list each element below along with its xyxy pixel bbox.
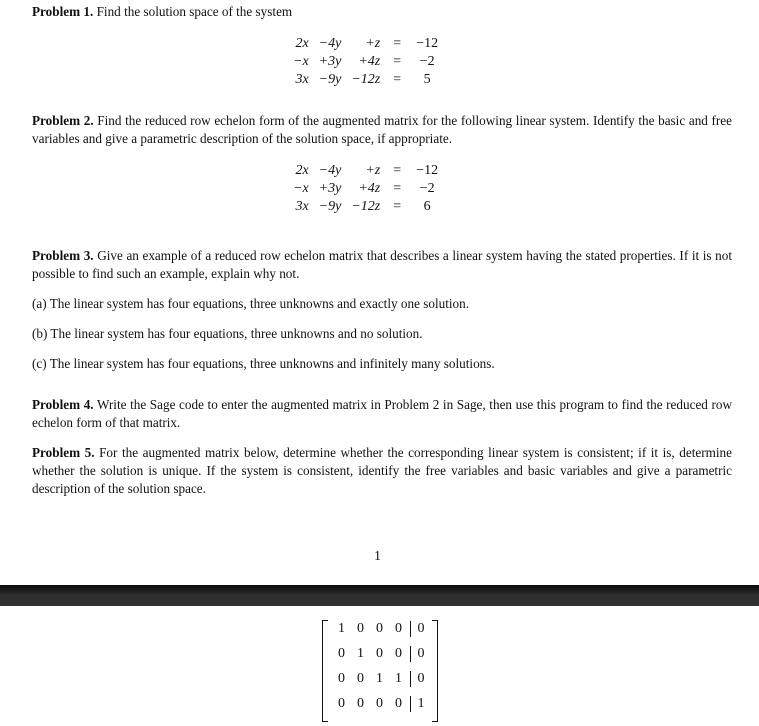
problem-3-part-a: (a) The linear system has four equations, three unknowns and exactly one solution. — [32, 296, 470, 311]
cell: 0 — [357, 621, 364, 636]
equation-system-1 — [288, 35, 445, 89]
term: −12z — [351, 199, 381, 214]
cell: 0 — [395, 696, 402, 711]
cell: 0 — [410, 646, 431, 662]
equals: = — [393, 36, 402, 51]
page-separator — [0, 585, 759, 606]
term: +4z — [358, 181, 381, 196]
cell: 0 — [338, 696, 345, 711]
equation-row — [288, 53, 445, 71]
term: 2x — [295, 36, 309, 51]
cell: 0 — [410, 621, 431, 637]
problem-2 — [32, 112, 732, 148]
matrix-row — [332, 646, 431, 662]
equation-row — [288, 162, 445, 180]
cell: 0 — [357, 696, 364, 711]
matrix-row — [332, 621, 431, 637]
cell: 0 — [338, 671, 345, 686]
augmented-matrix — [322, 620, 438, 722]
term: +3y — [318, 54, 342, 69]
problem-text: Give an example of a reduced row echelon matrix that describes a linear system having the stated properties. If it is not possible to find such an example, explain why not. — [32, 248, 732, 281]
term: +z — [365, 163, 381, 178]
term: −x — [293, 54, 309, 69]
cell: 0 — [410, 671, 431, 687]
equals: = — [393, 199, 402, 214]
equals: = — [393, 54, 402, 69]
equation-row — [288, 35, 445, 53]
problem-3 — [32, 247, 732, 283]
problem-label: Problem 5. — [32, 445, 95, 460]
cell: 1 — [376, 671, 383, 686]
term: −12z — [351, 72, 381, 87]
cell: 0 — [395, 646, 402, 661]
cell: 0 — [376, 646, 383, 661]
term: 3x — [295, 199, 309, 214]
rhs: −12 — [416, 163, 439, 178]
problem-label: Problem 2. — [32, 113, 94, 128]
rhs: −12 — [416, 36, 439, 51]
term: +z — [365, 36, 381, 51]
right-bracket — [432, 620, 438, 722]
problem-label: Problem 1. — [32, 4, 94, 19]
cell: 1 — [395, 671, 402, 686]
equals: = — [393, 181, 402, 196]
rhs: 5 — [423, 72, 431, 87]
term: +3y — [318, 181, 342, 196]
rhs: −2 — [419, 54, 435, 69]
problem-text: For the augmented matrix below, determine whether the corresponding linear system is consistent; if it is, determine whether the solution is unique. If the system is consistent, identify the free variables and basic variables and give a parametric description of the solution space. — [32, 445, 733, 496]
term: −4y — [318, 163, 342, 178]
cell: 1 — [338, 621, 345, 636]
equals: = — [393, 72, 402, 87]
cell: 0 — [338, 646, 345, 661]
cell: 0 — [376, 621, 383, 636]
equation-row — [288, 198, 445, 216]
equation-row — [288, 180, 445, 198]
term: −4y — [318, 36, 342, 51]
term: +4z — [358, 54, 381, 69]
problem-text: Find the reduced row echelon form of the augmented matrix for the following linear system. Identify the basic and free variables and give a parametric description of the solution space, if appropriate. — [32, 113, 732, 146]
matrix-row — [332, 671, 431, 687]
rhs: −2 — [419, 181, 435, 196]
equation-row — [288, 71, 445, 89]
problem-label: Problem 4. — [32, 397, 94, 412]
problem-text: Write the Sage code to enter the augmented matrix in Problem 2 in Sage, then use this program to find the reduced row echelon form of that matrix. — [32, 397, 733, 430]
problem-3-part-b: (b) The linear system has four equations, three unknowns and no solution. — [32, 326, 423, 341]
left-bracket — [322, 620, 328, 722]
equation-system-2 — [288, 162, 445, 216]
term: −9y — [318, 199, 342, 214]
term: −x — [293, 181, 309, 196]
cell: 0 — [376, 696, 383, 711]
problem-3-part-c: (c) The linear system has four equations, three unknowns and infinitely many solutions. — [32, 356, 495, 371]
problem-5 — [32, 444, 732, 498]
term: −9y — [318, 72, 342, 87]
cell: 0 — [395, 621, 402, 636]
problem-4 — [32, 396, 732, 432]
page-number: 1 — [374, 549, 381, 564]
equals: = — [393, 163, 402, 178]
cell: 1 — [410, 696, 431, 712]
term: 2x — [295, 163, 309, 178]
cell: 0 — [357, 671, 364, 686]
matrix-row — [332, 696, 431, 712]
problem-text: Find the solution space of the system — [96, 4, 293, 19]
term: 3x — [295, 72, 309, 87]
problem-1 — [32, 3, 732, 21]
rhs: 6 — [423, 199, 431, 214]
problem-label: Problem 3. — [32, 248, 94, 263]
cell: 1 — [357, 646, 364, 661]
